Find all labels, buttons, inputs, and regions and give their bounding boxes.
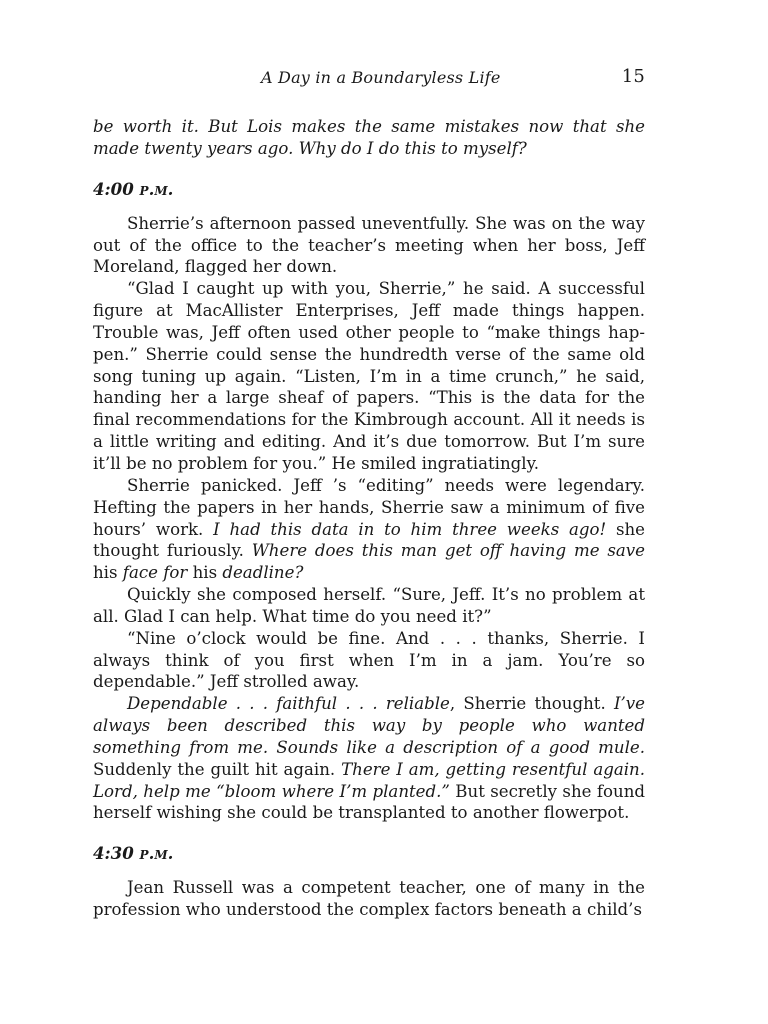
paragraph: Jean Russell was a competent teacher, one of many in the profession who understood the complex factors beneath a child’s — [93, 878, 645, 920]
italic-run: I’ve always been described this way by people who wanted something from me. Sounds like a description of a good mule. — [93, 694, 645, 757]
paragraph: “Nine o’clock would be fine. And . . . thanks, Sherrie. I always think of you first when I’m in a jam. You’re so dependable.” Jeff strolled away. — [93, 628, 645, 692]
time-heading-suffix: p.m. — [139, 178, 174, 199]
paragraph: Sherrie’s afternoon passed uneventfully. She was on the way out of the office to the teacher’s meeting when her boss, Jeff Moreland, flagged her down. — [93, 213, 645, 277]
italic-run: Where does this man get off having me save — [251, 541, 645, 561]
paragraph — [93, 693, 645, 824]
italic-run: deadline? — [222, 563, 304, 583]
text-run: Suddenly the guilt hit again. — [93, 759, 342, 779]
italic-run: face for — [122, 563, 188, 583]
running-title: A Day in a Boundaryless Life — [261, 68, 501, 87]
paragraph: “Glad I caught up with you, Sherrie,” he said. A successful figure at MacAllister Enterprises, Jeff made things happen. Trouble was, Jeff often used other people to “make things happen.” Sherrie could sense the hundredth verse of the same old song tuning up again. “Listen, I’m in a time crunch,” he said, handing her a large sheaf of papers. “This is the data for the final recommendations for the Kimbrough account. All it needs is a little writing and editing. And it’s due tomorrow. But I’m sure it’ll be no problem for you.” He smiled ingratiatingly. — [93, 279, 645, 473]
time-heading-time: 4:30 — [93, 843, 134, 864]
italic-run: I had this data in to him three weeks ago! — [213, 519, 607, 539]
page-number: 15 — [621, 66, 645, 87]
carryover-paragraph: be worth it. But Lois makes the same mistakes now that she made twenty years ago. Why do I do this to myself? — [93, 117, 645, 158]
time-heading-time: 4:00 — [93, 178, 134, 199]
time-heading-suffix: p.m. — [139, 843, 174, 864]
text-run: she thought furiously. — [93, 519, 646, 561]
body-text — [93, 116, 645, 921]
italic-run: Dependable . . . faithful . . . reliable — [127, 694, 450, 714]
paragraph — [93, 475, 645, 584]
text-run: his — [93, 563, 123, 583]
time-heading-400pm — [93, 179, 645, 200]
text-run: his — [187, 563, 223, 583]
text-run: Sherrie panicked. Jeff ’s “editing” needs were legendary. Hefting the papers in her hands, Sherrie saw a minimum of five hours’ work. — [93, 475, 645, 539]
text-run: But secretly she found herself wishing she could be transplanted to another flowerpot. — [93, 781, 646, 823]
running-head — [93, 66, 645, 90]
paragraph: Quickly she composed herself. “Sure, Jeff. It’s no problem at all. Glad I can help. What time do you need it?” — [93, 585, 645, 626]
italic-run: There I am, getting resentful again. Lord, help me “bloom where I’m planted.” — [93, 759, 645, 801]
text-run: , Sherrie thought. — [449, 694, 614, 714]
time-heading-430pm — [93, 843, 645, 864]
